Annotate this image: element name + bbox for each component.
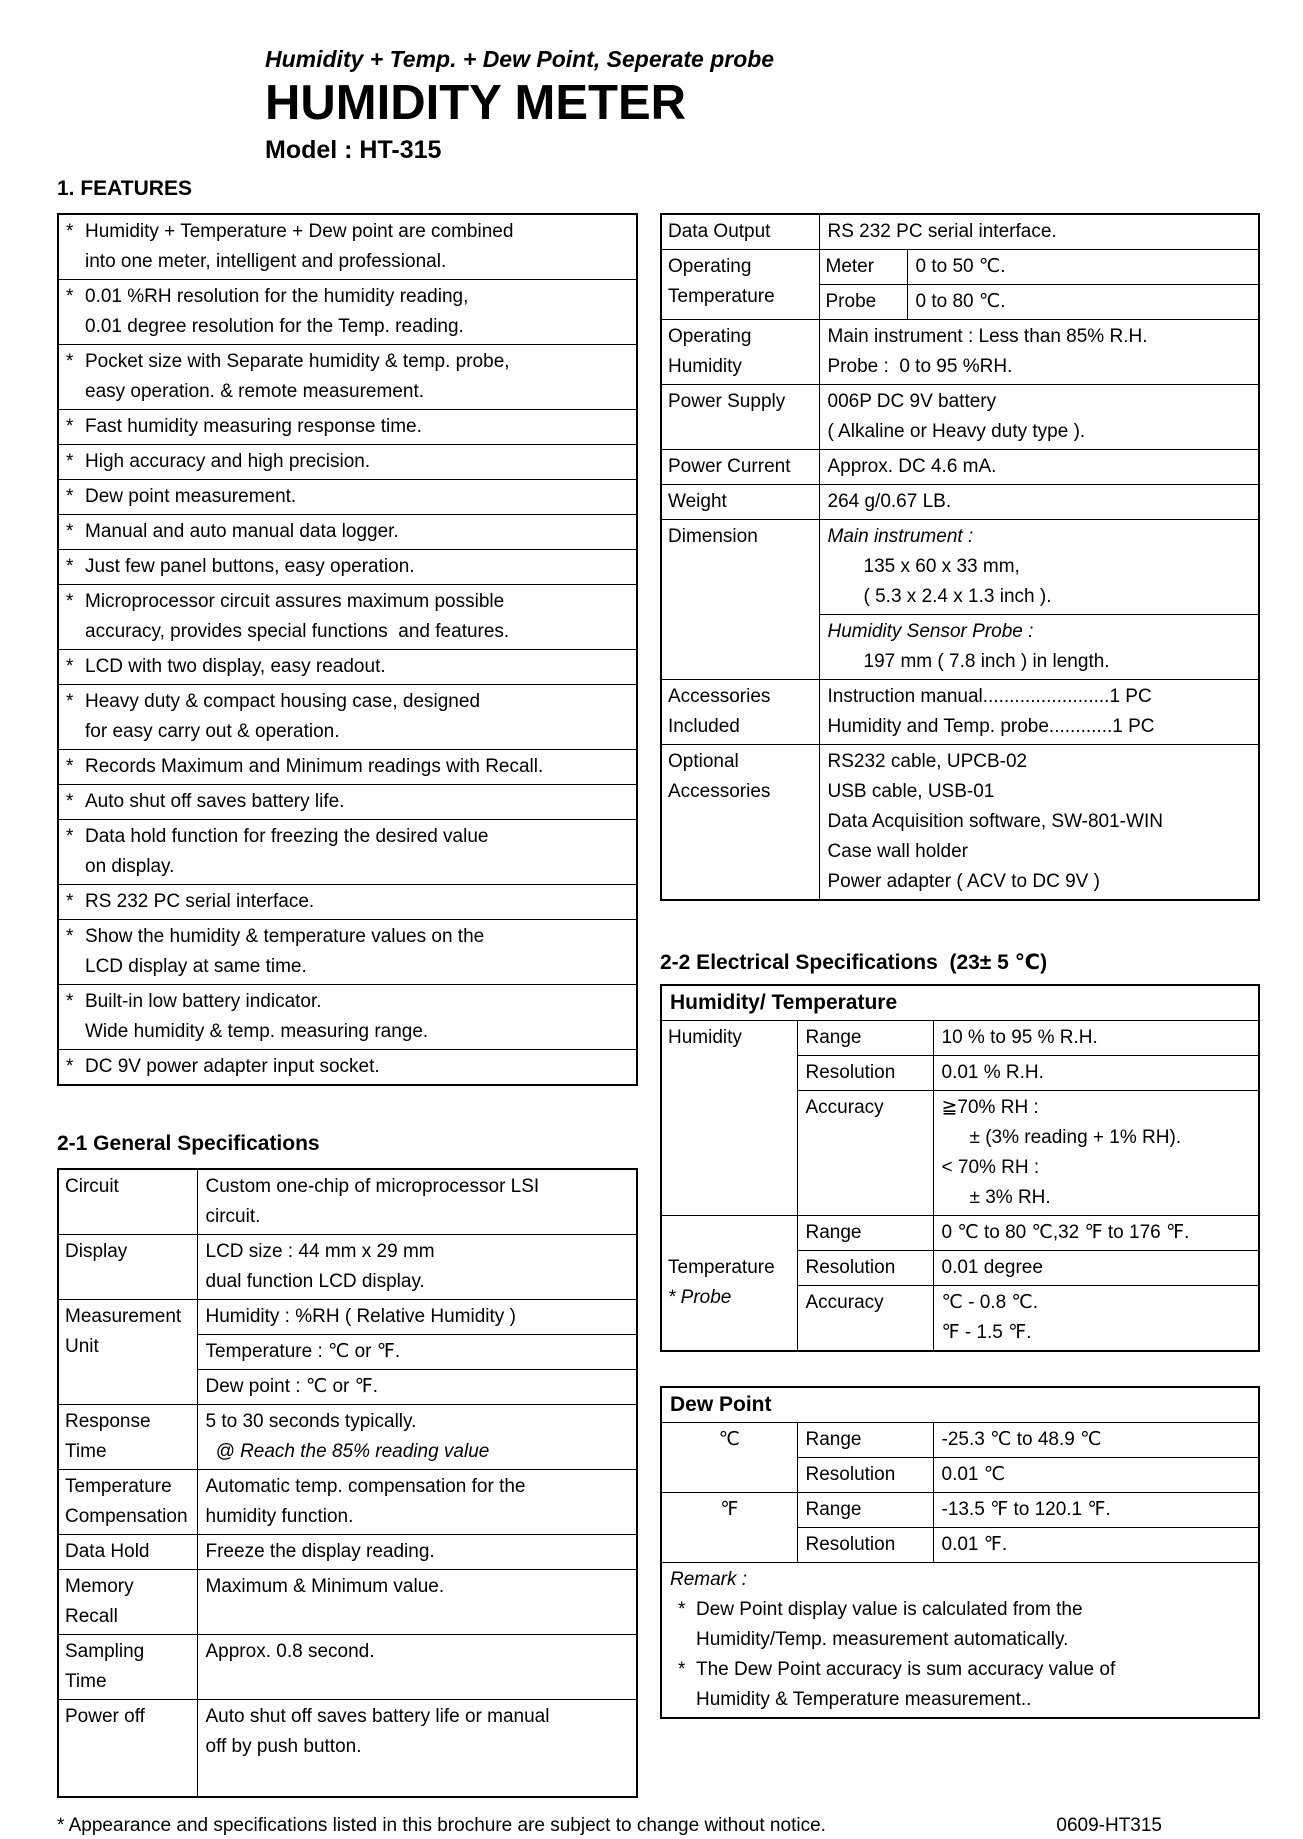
feature-text: Built-in low battery indicator. [85, 991, 322, 1012]
spec-value: Approx. DC 4.6 mA. [819, 450, 1259, 485]
remark-title: Remark : [670, 1569, 748, 1590]
feature-text: Fast humidity measuring response time. [85, 416, 422, 437]
asterisk-bullet: * [66, 926, 74, 947]
spec-row [661, 1493, 1259, 1528]
property-label: Range [797, 1423, 933, 1458]
spec-row [661, 520, 1259, 680]
feature-row [59, 215, 636, 279]
table-header: Humidity/ Temperature [661, 985, 1259, 1021]
spec-value: Instruction manual........................1 PC Humidity and Temp. probe............1 PC [819, 680, 1259, 745]
property-label: Accuracy [797, 1091, 933, 1216]
spec-row [661, 680, 1259, 745]
feature-line [59, 752, 636, 782]
asterisk-bullet: * [66, 691, 74, 712]
remark-cell [661, 1563, 1259, 1719]
feature-line [59, 347, 636, 377]
property-value: 0.01 ℃ [933, 1458, 1259, 1493]
property-label: Range [797, 1216, 933, 1251]
table-header-row [661, 1387, 1259, 1423]
spec-row [661, 745, 1259, 901]
spec-label: Accessories Included [661, 680, 819, 745]
feature-row [59, 984, 636, 1049]
table-header: Dew Point [661, 1387, 1259, 1423]
spec-subvalue: Dew point : ℃ or ℉. [198, 1369, 637, 1404]
spec-value: Maximum & Minimum value. [197, 1570, 637, 1635]
spec-label: Data Output [661, 214, 819, 250]
subrow-value: 0 to 80 ℃. [915, 291, 1006, 312]
remark-text: The Dew Point accuracy is sum accuracy value of [696, 1659, 1116, 1680]
spec-row [58, 1535, 637, 1570]
feature-text: Data hold function for freezing the desired value [85, 826, 489, 847]
general-specs-table-right [660, 213, 1260, 901]
feature-line [59, 217, 636, 247]
feature-line [59, 482, 636, 512]
feature-row [59, 444, 636, 479]
spec-label: Response Time [58, 1405, 197, 1470]
feature-row [59, 279, 636, 344]
feature-text: easy operation. & remote measurement. [85, 381, 425, 402]
spec-value: Main instrument : Less than 85% R.H. Probe : 0 to 95 %RH. [819, 320, 1259, 385]
asterisk-bullet: * [66, 556, 74, 577]
feature-text: Dew point measurement. [85, 486, 297, 507]
spec-label: Temperature Compensation [58, 1470, 197, 1535]
spec-row [661, 1216, 1259, 1251]
spec-row [661, 214, 1259, 250]
spec-label: Display [58, 1235, 197, 1300]
asterisk-bullet: * [66, 756, 74, 777]
asterisk-bullet: * [66, 791, 74, 812]
spec-value: Approx. 0.8 second. [197, 1635, 637, 1700]
spec-row [58, 1235, 637, 1300]
electrical-specs-heading: 2-2 Electrical Specifications (23± 5 ℃) [660, 951, 1048, 974]
subrow-key: Meter [820, 250, 908, 284]
spec-row [58, 1405, 637, 1470]
product-tagline: Humidity + Temp. + Dew Point, Seperate probe [265, 46, 775, 72]
spec-label: Circuit [58, 1169, 197, 1235]
remark-text: Humidity/Temp. measurement automatically. [696, 1629, 1069, 1650]
page-title: HUMIDITY METER [265, 76, 687, 130]
fahrenheit-label: ℉ [661, 1493, 797, 1563]
right-column [660, 175, 1260, 1798]
asterisk-bullet: * [66, 591, 74, 612]
spec-subvalue: Temperature : ℃ or ℉. [198, 1334, 637, 1369]
remark-text: Humidity & Temperature measurement.. [696, 1689, 1032, 1710]
spec-label: Optional Accessories [661, 745, 819, 901]
spec-label: Weight [661, 485, 819, 520]
feature-row [59, 344, 636, 409]
asterisk-bullet: * [678, 1599, 686, 1620]
features-heading: 1. FEATURES [57, 177, 192, 200]
document-code: 0609-HT315 [1056, 1815, 1162, 1836]
feature-line [59, 552, 636, 582]
spec-value: 264 g/0.67 LB. [819, 485, 1259, 520]
spec-value: Freeze the display reading. [197, 1535, 637, 1570]
feature-row [59, 684, 636, 749]
spec-value: Custom one-chip of microprocessor LSI circuit. [197, 1169, 637, 1235]
spec-row [58, 1635, 637, 1700]
subrow-key: Probe [820, 285, 908, 319]
spec-row [661, 320, 1259, 385]
feature-text: High accuracy and high precision. [85, 451, 371, 472]
feature-text: Microprocessor circuit assures maximum possible [85, 591, 505, 612]
spec-value: Automatic temp. compensation for the humidity function. [197, 1470, 637, 1535]
property-value: -25.3 ℃ to 48.9 ℃ [933, 1423, 1259, 1458]
asterisk-bullet: * [66, 451, 74, 472]
feature-row [59, 479, 636, 514]
asterisk-bullet: * [66, 486, 74, 507]
feature-row [59, 584, 636, 649]
feature-row [59, 549, 636, 584]
spec-label: Operating Temperature [661, 250, 819, 320]
feature-row [59, 784, 636, 819]
property-label: Range [797, 1021, 933, 1056]
feature-line [59, 412, 636, 442]
asterisk-bullet: * [66, 656, 74, 677]
property-value: ≧70% RH : ± (3% reading + 1% RH). < 70% RH : ± 3% RH. [933, 1091, 1259, 1216]
subrow-value: 0 to 50 ℃. [915, 256, 1006, 277]
feature-row [59, 409, 636, 444]
general-specs-heading: 2-1 General Specifications [57, 1132, 320, 1155]
spec-row [661, 385, 1259, 450]
feature-line [59, 587, 636, 617]
model-number: Model : HT-315 [265, 136, 442, 164]
feature-text: into one meter, intelligent and professional. [85, 251, 447, 272]
spec-row [661, 450, 1259, 485]
spec-value: RS 232 PC serial interface. [819, 214, 1259, 250]
feature-text: Auto shut off saves battery life. [85, 791, 345, 812]
remark-line [670, 1655, 1250, 1685]
asterisk-bullet: * [66, 286, 74, 307]
property-value: 0.01 degree [933, 1251, 1259, 1286]
spec-row [58, 1300, 637, 1405]
spec-value: LCD size : 44 mm x 29 mm dual function LCD display. [197, 1235, 637, 1300]
spec-label: Dimension [661, 520, 819, 680]
feature-text: on display. [85, 856, 175, 877]
general-specs-table [57, 1168, 638, 1798]
property-label: Resolution [797, 1528, 933, 1563]
remark-line [670, 1595, 1250, 1625]
feature-row [59, 514, 636, 549]
remark-text: Dew Point display value is calculated from the [696, 1599, 1083, 1620]
celsius-label: ℃ [661, 1423, 797, 1493]
feature-row [59, 649, 636, 684]
feature-text: LCD display at same time. [85, 956, 307, 977]
spec-row [661, 485, 1259, 520]
left-column [57, 175, 638, 1798]
asterisk-bullet: * [66, 991, 74, 1012]
asterisk-bullet: * [66, 521, 74, 542]
property-label: Resolution [797, 1251, 933, 1286]
feature-text: Records Maximum and Minimum readings with Recall. [85, 756, 544, 777]
spec-label: Power Current [661, 450, 819, 485]
spec-row [661, 1021, 1259, 1056]
feature-text: Show the humidity & temperature values on the [85, 926, 485, 947]
feature-text: for easy carry out & operation. [85, 721, 340, 742]
asterisk-bullet: * [66, 891, 74, 912]
humidity-temperature-table [660, 984, 1260, 1352]
feature-line [59, 517, 636, 547]
content-columns [57, 175, 1303, 1798]
spec-label: Memory Recall [58, 1570, 197, 1635]
spec-value [819, 520, 1259, 680]
property-value: 0.01 % R.H. [933, 1056, 1259, 1091]
humidity-label: Humidity [661, 1021, 797, 1216]
asterisk-bullet: * [66, 826, 74, 847]
property-value: 10 % to 95 % R.H. [933, 1021, 1259, 1056]
dimension-main: Main instrument : 135 x 60 x 33 mm, ( 5.3 x 2.4 x 1.3 inch ). [827, 526, 1052, 607]
spec-value: RS232 cable, UPCB-02 USB cable, USB-01 Data Acquisition software, SW-801-WIN Case wall holder Power adapter ( ACV to DC 9V ) [819, 745, 1259, 901]
spec-row [58, 1169, 637, 1235]
feature-line [59, 652, 636, 682]
dew-point-table [660, 1386, 1260, 1719]
feature-text: Manual and auto manual data logger. [85, 521, 399, 542]
spec-subvalue: Humidity : %RH ( Relative Humidity ) [205, 1306, 516, 1327]
feature-text: LCD with two display, easy readout. [85, 656, 386, 677]
feature-text: 0.01 %RH resolution for the humidity reading, [85, 286, 469, 307]
feature-line [59, 787, 636, 817]
document-header [0, 0, 1303, 166]
spec-subrow [820, 284, 1259, 319]
spec-label: Power Supply [661, 385, 819, 450]
spec-row [58, 1570, 637, 1635]
feature-text: 0.01 degree resolution for the Temp. reading. [85, 316, 464, 337]
feature-text: accuracy, provides special functions and features. [85, 621, 510, 642]
spec-value [197, 1300, 637, 1405]
property-label: Accuracy [797, 1286, 933, 1352]
spec-row [661, 1423, 1259, 1458]
asterisk-bullet: * [678, 1659, 686, 1680]
spec-row [58, 1470, 637, 1535]
remark-row [661, 1563, 1259, 1719]
feature-text: Heavy duty & compact housing case, designed [85, 691, 481, 712]
feature-line [59, 887, 636, 917]
spec-value: 5 to 30 seconds typically. @ Reach the 85% reading value [197, 1405, 637, 1470]
feature-line [59, 282, 636, 312]
spec-label: Sampling Time [58, 1635, 197, 1700]
spec-row [58, 1700, 637, 1798]
page-footer [57, 1813, 1246, 1839]
table-header-row [661, 985, 1259, 1021]
asterisk-bullet: * [66, 351, 74, 372]
feature-text: Pocket size with Separate humidity & temp. probe, [85, 351, 510, 372]
property-value: 0.01 ℉. [933, 1528, 1259, 1563]
features-table [57, 213, 638, 1086]
spec-label: Power off [58, 1700, 197, 1798]
feature-text: Humidity + Temperature + Dew point are combined [85, 221, 514, 242]
feature-text: Just few panel buttons, easy operation. [85, 556, 415, 577]
dimension-probe: Humidity Sensor Probe : 197 mm ( 7.8 inch ) in length. [820, 614, 1259, 679]
asterisk-bullet: * [66, 1056, 74, 1077]
feature-row [59, 749, 636, 784]
property-value: 0 ℃ to 80 ℃,32 ℉ to 176 ℉. [933, 1216, 1259, 1251]
property-value: -13.5 ℉ to 120.1 ℉. [933, 1493, 1259, 1528]
spec-subrow [820, 250, 1259, 284]
feature-text: Wide humidity & temp. measuring range. [85, 1021, 429, 1042]
property-label: Resolution [797, 1056, 933, 1091]
spec-label: Data Hold [58, 1535, 197, 1570]
feature-row [59, 884, 636, 919]
asterisk-bullet: * [66, 416, 74, 437]
feature-line [59, 922, 636, 952]
feature-line [59, 687, 636, 717]
spec-label: Operating Humidity [661, 320, 819, 385]
feature-row [59, 919, 636, 984]
property-value: ℃ - 0.8 ℃. ℉ - 1.5 ℉. [933, 1286, 1259, 1352]
feature-text: RS 232 PC serial interface. [85, 891, 315, 912]
feature-line [59, 987, 636, 1017]
spec-value: Auto shut off saves battery life or manual off by push button. [197, 1700, 637, 1798]
footer-note: * Appearance and specifications listed in this brochure are subject to change without notice. [57, 1815, 826, 1836]
temperature-label: Temperature * Probe [661, 1216, 797, 1352]
feature-text: DC 9V power adapter input socket. [85, 1056, 380, 1077]
feature-line [59, 447, 636, 477]
property-label: Range [797, 1493, 933, 1528]
feature-row [59, 1049, 636, 1084]
property-label: Resolution [797, 1458, 933, 1493]
feature-line [59, 1052, 636, 1082]
feature-row [59, 819, 636, 884]
spec-value [819, 250, 1259, 320]
feature-line [59, 822, 636, 852]
asterisk-bullet: * [66, 221, 74, 242]
spec-value: 006P DC 9V battery ( Alkaline or Heavy duty type ). [819, 385, 1259, 450]
spec-row [661, 250, 1259, 320]
spec-label: Measurement Unit [58, 1300, 197, 1405]
